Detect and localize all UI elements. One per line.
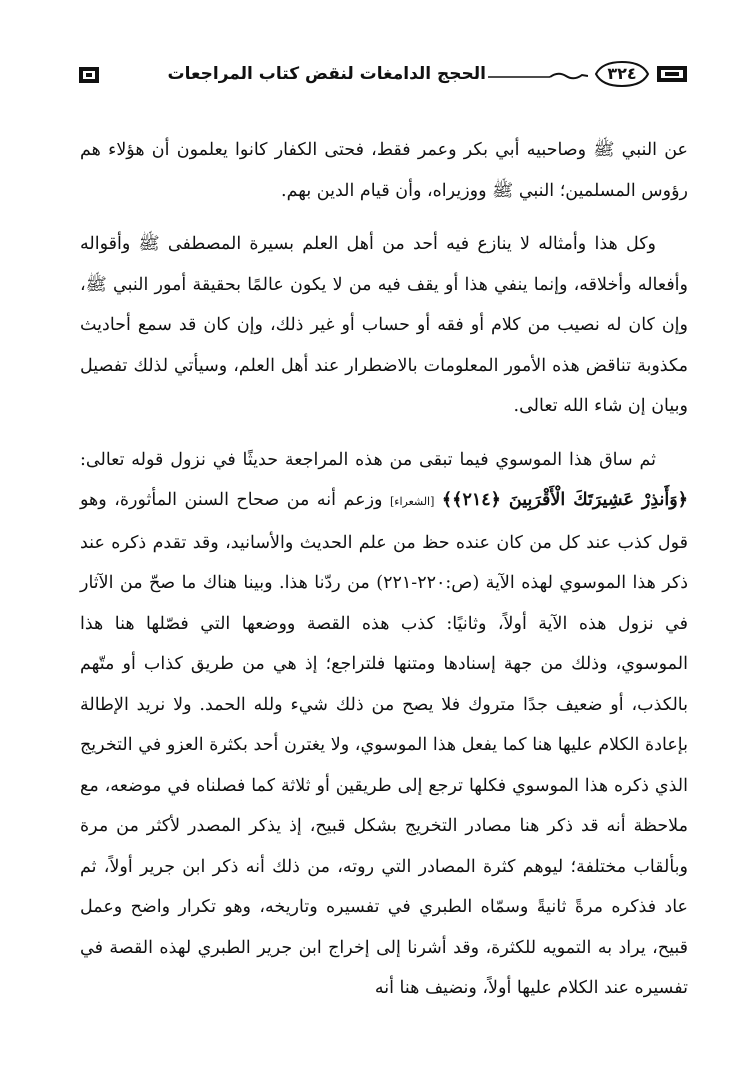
paragraph-1: عن النبي ﷺ وصاحبيه أبي بكر وعمر فقط، فحتى الكفار كانوا يعلمون أن هؤلاء هم رؤوس المسلمين؛ النبي ﷺ ووزيراه، وأن قيام الدين بهم. <box>80 140 688 201</box>
quran-verse: ﴿وَأَنذِرْ عَشِيرَتَكَ الْأَقْرَبِينَ ﴿٢١٤﴾﴾ <box>441 490 688 510</box>
paragraph-3 <box>80 440 688 1009</box>
header-ornament-right <box>656 63 688 85</box>
header-title: الحجج الدامغات لنقض كتاب المراجعات <box>167 64 486 84</box>
surah-reference: [الشعراء] <box>390 495 435 508</box>
header-ornament-left <box>78 65 100 85</box>
body-text <box>80 130 688 1022</box>
page-header <box>78 55 688 95</box>
page-number: ٣٢٤ <box>607 64 637 83</box>
paragraph-2: وكل هذا وأمثاله لا ينازع فيه أحد من أهل العلم بسيرة المصطفى ﷺ وأقواله وأفعاله وأخلاقه، وإنما ينفي هذا أو يقف فيه من لا يكون عالمًا بحقيقة أمور النبي ﷺ، وإن كان له نصيب من كلام أو فقه أو حساب أو غير ذلك، وإن كان قد سمع أحاديث مكذوبة تناقض هذه الأمور المعلومات بالاضطرار عند أهل العلم، وسيأتي لذلك تفصيل وبيان إن شاء الله تعالى. <box>80 234 688 416</box>
paragraph-3-body: وزعم أنه من صحاح السنن المأثورة، وهو قول كذب عند كل من كان عنده حظ من علم الحديث والأسانيد، وقد تقدم ذكره عند ذكر هذا الموسوي لهذه الآية (ص:٢٢٠-٢٢١) من ردّنا هذا. وبينا هناك ما صحّ من الآثار في نزول هذه الآية أولاً، وثانيًا: كذب هذه القصة ووضعها التي فصّلها هنا هذا الموسوي، وذلك من جهة إسنادها ومتنها فلتراجع؛ إذ هي من طريق كذاب أو متّهم بالكذب، أو ضعيف جدًا متروك فلا يصح من ذلك شيء ولله الحمد. ولا نريد الإطالة بإعادة الكلام عليها هنا كما يفعل هذا الموسوي، ولا يغترن أحد بكثرة العزو في التخريج الذي ذكره هذا الموسوي فكلها ترجع إلى طريقين أو ثلاثة كما فصلناه في موضعه، مع ملاحظة أنه قد ذكر هنا مصادر التخريج بشكل قبيح، إذ يذكر المصدر لأكثر من مرة وبألقاب مختلفة؛ ليوهم كثرة المصادر التي روته، من ذلك أنه ذكر ابن جرير أولاً، ثم عاد فذكره مرةً ثانيةً وسمّاه الطبري في تفسيره وتاريخه، وهو تكرار واضح وعمل قبيح، يراد به التمويه للكثرة، وقد أشرنا إلى إخراج ابن جرير الطبري لهذه القصة في تفسيره عند الكلام عليها أولاً، ونضيف هنا أنه <box>80 490 688 998</box>
header-swirl-divider <box>488 71 588 81</box>
paragraph-3-intro: ثم ساق هذا الموسوي فيما تبقى من هذه المراجعة حديثًا في نزول قوله تعالى: <box>80 449 656 470</box>
